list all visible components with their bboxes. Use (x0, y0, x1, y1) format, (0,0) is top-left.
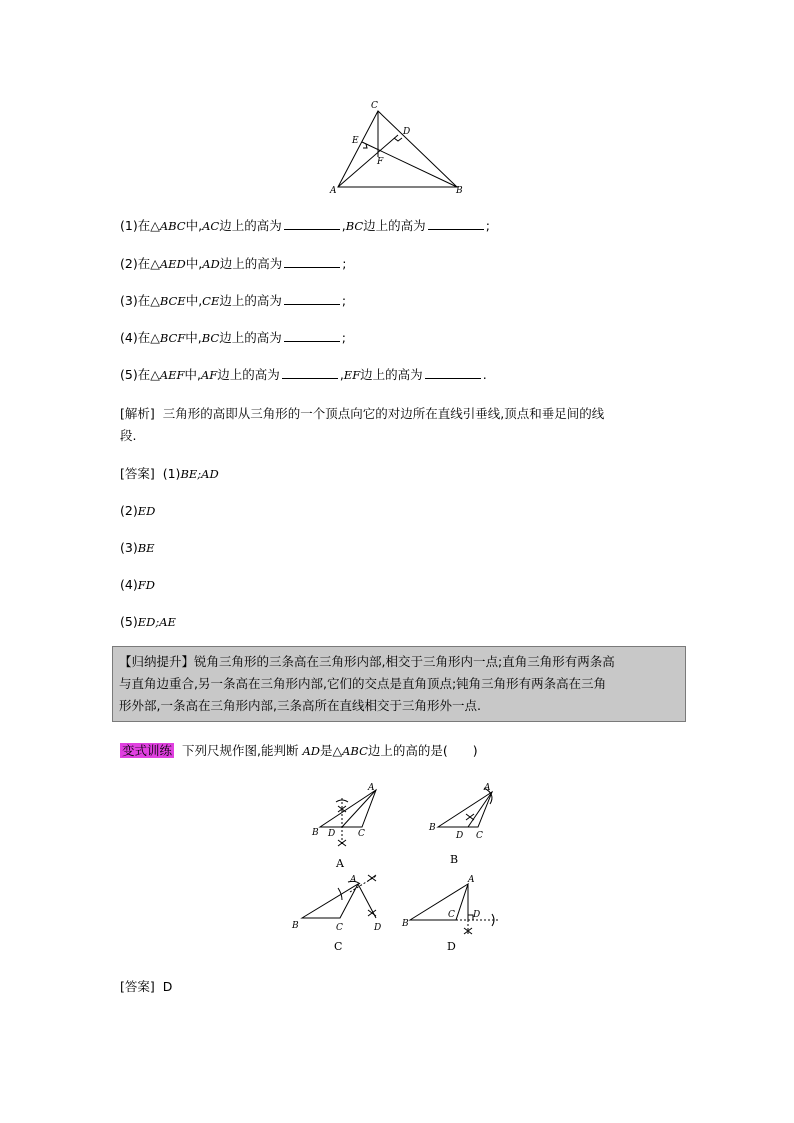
q2-end: ; (342, 256, 347, 271)
q1-mid: 中, (185, 218, 203, 233)
q5-t1: 边上的高为 (217, 367, 280, 382)
q4-mid: 中, (185, 330, 202, 345)
answer-line-2 (120, 501, 155, 521)
label-A: A (330, 186, 337, 196)
q4-side1: BC (201, 331, 220, 345)
opt-a-caption: A (336, 857, 344, 870)
option-d-figure[interactable] (400, 870, 505, 955)
q2-side1: AD (202, 257, 220, 271)
opt-b-label-C: C (476, 831, 483, 841)
answer-val-2: ED (137, 504, 156, 518)
exercise-text-post: 边上的高的是( ) (367, 743, 478, 758)
question-5: (5)在△AEF中,AF边上的高为 ,EF边上的高为 . (120, 367, 487, 382)
q3-mid: 中, (185, 293, 203, 308)
q1-side1: AC (202, 219, 220, 233)
opt-b-label-A: A (484, 783, 491, 793)
q4-blank[interactable] (284, 329, 340, 342)
opt-b-label-D: D (456, 831, 464, 841)
opt-d-label-B: B (402, 919, 409, 929)
q1-t2: 边上的高为 (363, 218, 426, 233)
summary-title: 【归纳提升】 (119, 654, 195, 669)
answer-label: [答案] (120, 466, 155, 481)
q5-end: . (482, 367, 487, 382)
opt-a-label-D: D (328, 829, 336, 839)
opt-d-label-C: C (448, 910, 455, 920)
q1-blank2[interactable] (428, 217, 484, 230)
answer-num-2: (2) (120, 503, 138, 518)
q5-side2: EF (343, 368, 361, 382)
q2-blank[interactable] (284, 255, 340, 268)
main-triangle-figure (326, 98, 466, 198)
answer-val-3: BE (137, 541, 155, 555)
exercise-text-mid: 是△ (319, 743, 343, 758)
q1-end: ; (485, 218, 490, 233)
option-b-figure[interactable] (426, 780, 511, 872)
exercise-tri: ABC (342, 744, 368, 758)
summary-box (112, 646, 686, 722)
analysis-line-1 (120, 404, 604, 424)
summary-text-3: 形外部,一条高在三角形内部,三条高所在直线相交于三角形外一点. (119, 698, 481, 713)
answer-num-5: (5) (120, 614, 138, 629)
opt-c-caption: C (334, 940, 343, 953)
q3-blank[interactable] (284, 292, 340, 305)
q5-mid: 中, (184, 367, 201, 382)
exercise-seg: AD (302, 744, 320, 758)
answer-num-1: (1) (162, 466, 181, 481)
question-2 (120, 254, 347, 274)
answer-num-4: (4) (120, 577, 138, 592)
q1-blank1[interactable] (284, 217, 340, 230)
option-c-figure[interactable] (290, 870, 390, 955)
q3-tri: BCE (159, 294, 186, 308)
opt-c-label-A: A (350, 875, 357, 885)
summary-text-1: 锐角三角形的三条高在三角形内部,相交于三角形内一点;直角三角形有两条高 (194, 654, 615, 669)
q1-t1: 边上的高为 (219, 218, 282, 233)
q1-pre: (1)在△ (120, 218, 160, 233)
q2-mid: 中, (185, 256, 203, 271)
analysis-text-2: 段. (120, 428, 137, 443)
summary-text-2: 与直角边重合,另一条高在三角形内部,它们的交点是直角顶点;钝角三角形有两条高在三角 (119, 676, 607, 691)
opt-c-label-C: C (336, 923, 343, 933)
opt-c-label-B: B (292, 921, 299, 931)
opt-a-label-A: A (368, 783, 375, 793)
answer2-label: [答案] (120, 979, 155, 994)
q4-tri: BCF (159, 331, 186, 345)
exercise-tag: 变式训练 (122, 743, 173, 758)
answer-line-4 (120, 575, 155, 595)
q4-t1: 边上的高为 (219, 330, 282, 345)
q5-blank2[interactable] (425, 366, 481, 379)
answer-line-1 (120, 464, 219, 484)
q4-pre: (4)在△ (120, 330, 160, 345)
question-4 (120, 328, 346, 348)
answer-line-5 (120, 612, 176, 632)
q3-pre: (3)在△ (120, 293, 160, 308)
q4-end: ; (341, 330, 346, 345)
q5-tri: AEF (159, 368, 185, 382)
label-F: F (377, 157, 384, 167)
analysis-line-2 (120, 426, 136, 446)
opt-c-label-D: D (374, 923, 382, 933)
opt-d-label-D: D (473, 910, 481, 920)
exercise-text-pre: 下列尺规作图,能判断 (181, 743, 299, 758)
exercise-line (120, 741, 478, 761)
opt-d-caption: D (447, 940, 456, 953)
q5-side1: AF (201, 368, 218, 382)
analysis-label: [解析] (120, 406, 155, 421)
answer2-line (120, 977, 172, 997)
analysis-text-1: 三角形的高即从三角形的一个顶点向它的对边所在直线引垂线,顶点和垂足间的线 (162, 406, 605, 421)
opt-a-label-B: B (312, 828, 319, 838)
opt-d-label-A: A (468, 875, 475, 885)
option-a-figure[interactable] (306, 780, 391, 872)
q2-tri: AED (159, 257, 186, 271)
answer-num-3: (3) (120, 540, 138, 555)
q2-t1: 边上的高为 (219, 256, 283, 271)
answer2-val: D (162, 979, 173, 994)
q5-t2: 边上的高为 (360, 367, 423, 382)
q3-side1: CE (202, 294, 220, 308)
label-D: D (403, 127, 411, 137)
q3-t1: 边上的高为 (219, 293, 282, 308)
summary-line-1 (119, 651, 681, 673)
label-B: B (456, 186, 463, 196)
answer-val-4: FD (137, 578, 155, 592)
opt-b-label-B: B (429, 823, 436, 833)
question-3 (120, 291, 346, 311)
answer-line-3 (120, 538, 155, 558)
answer-val-1: BE;AD (180, 467, 219, 481)
question-1: (1)在△ABC中,AC边上的高为 ,BC边上的高为 ; (120, 218, 490, 233)
label-C: C (371, 101, 378, 111)
q1-side2: BC (345, 219, 364, 233)
q3-end: ; (341, 293, 347, 308)
q5-blank1[interactable] (282, 366, 338, 379)
q1-tri: ABC (159, 219, 186, 233)
label-E: E (352, 136, 359, 146)
opt-b-caption: B (450, 853, 459, 866)
opt-a-label-C: C (358, 829, 365, 839)
answer-val-5: ED;AE (137, 615, 176, 629)
q5-pre: (5)在△ (120, 367, 160, 382)
q2-pre: (2)在△ (120, 256, 160, 271)
